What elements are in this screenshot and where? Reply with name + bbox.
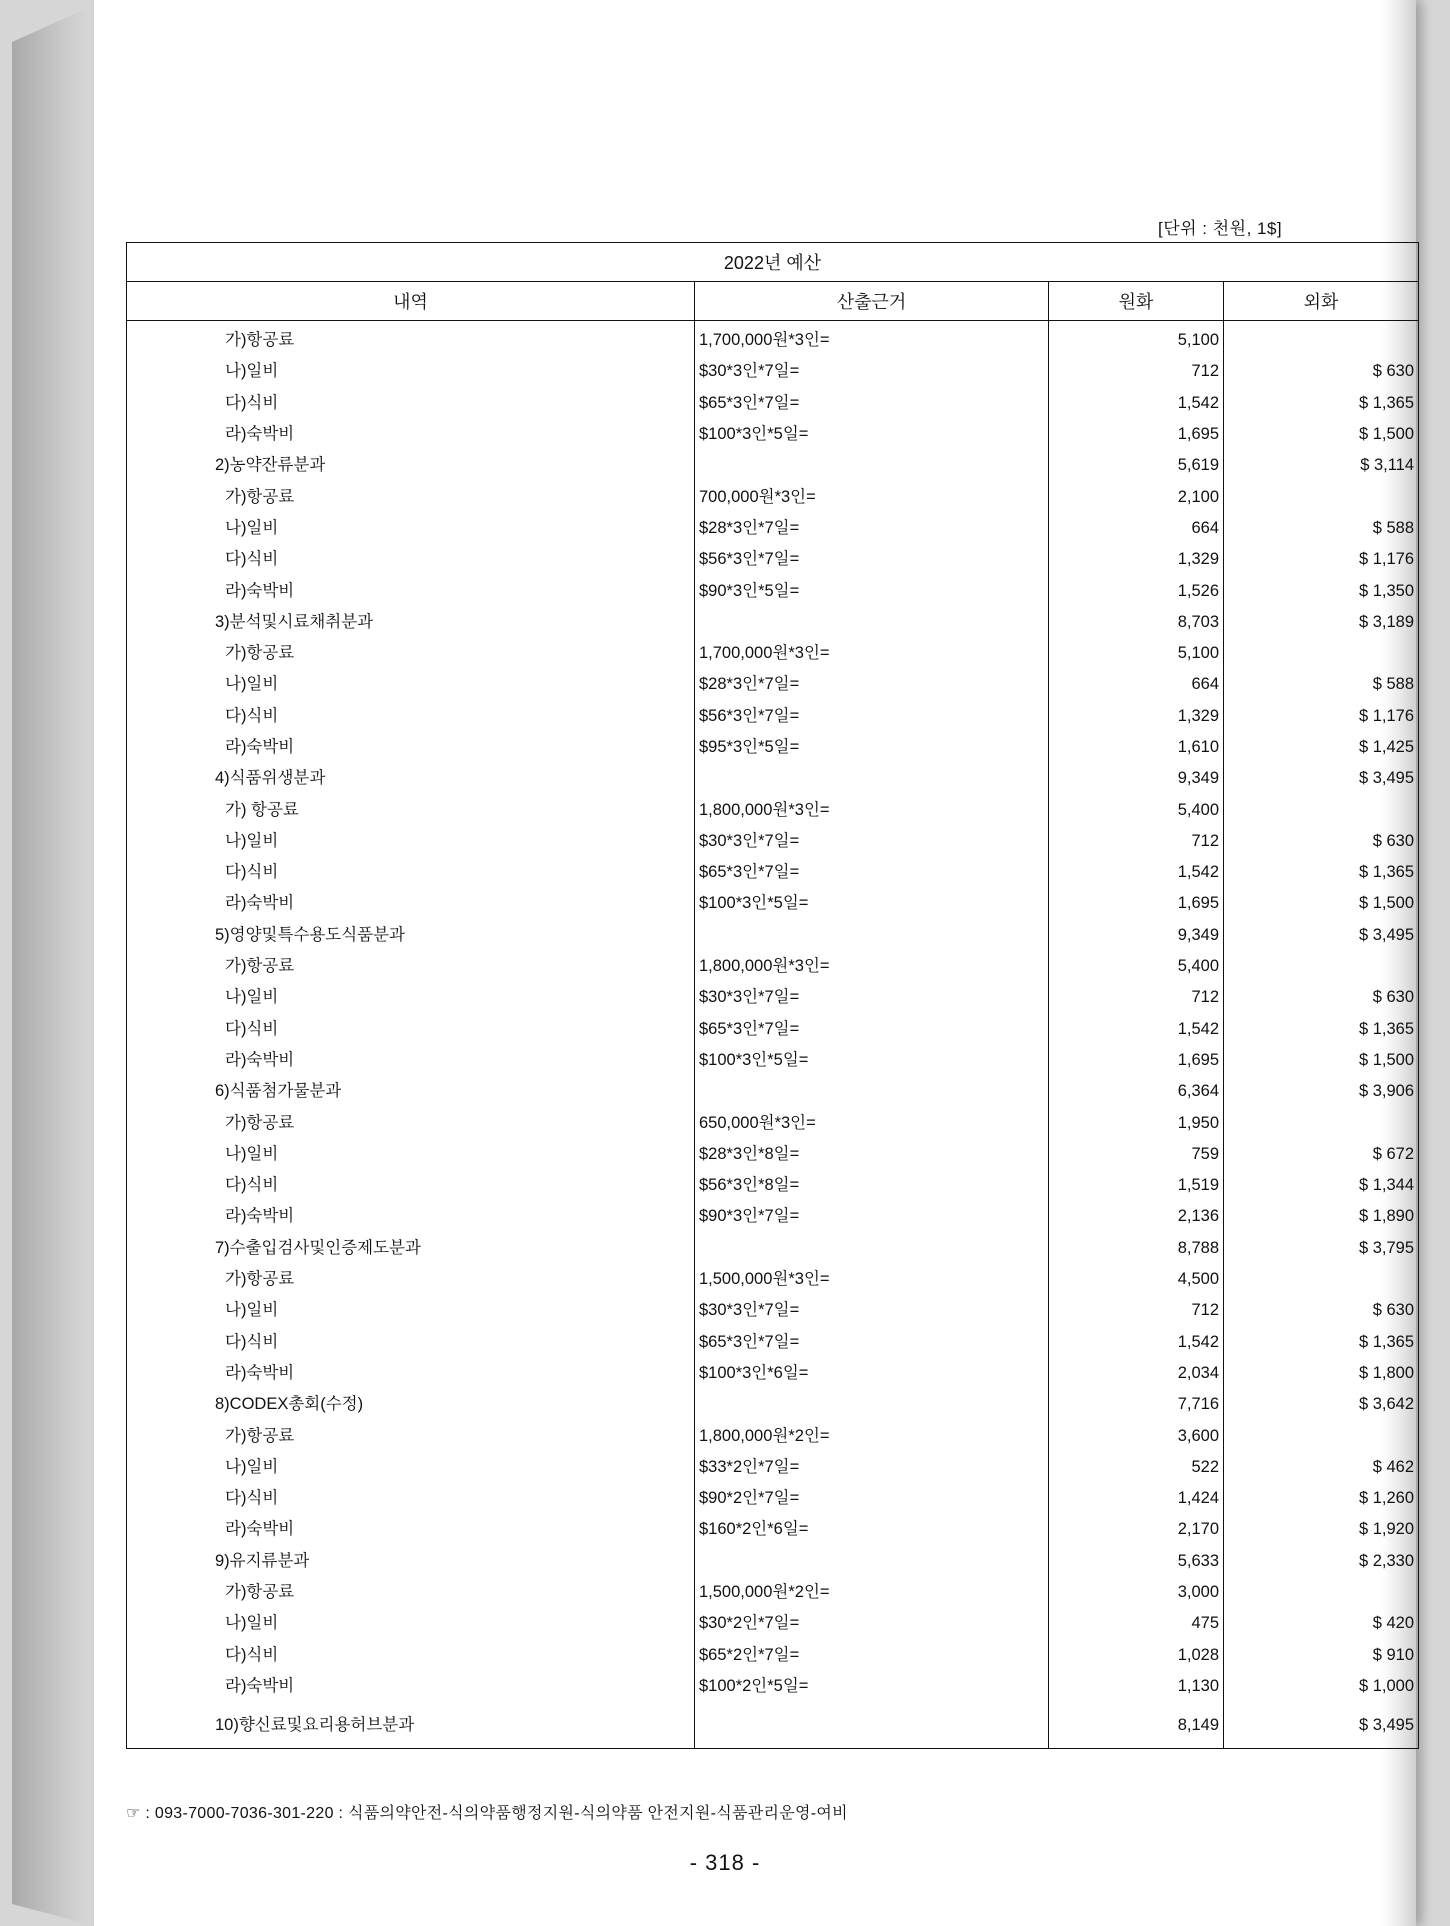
cell-basis: $160*2인*6일= <box>695 1514 1049 1545</box>
cell-krw: 1,695 <box>1049 888 1224 919</box>
table-row <box>127 1514 1419 1545</box>
cell-usd <box>1224 481 1419 512</box>
cell-item: 가)항공료 <box>127 321 695 357</box>
cell-usd: $ 630 <box>1224 1295 1419 1326</box>
cell-usd: $ 672 <box>1224 1139 1419 1170</box>
cell-basis: $28*3인*8일= <box>695 1139 1049 1170</box>
cell-basis: $100*3인*5일= <box>695 419 1049 450</box>
table-row <box>127 1546 1419 1577</box>
cell-item: 다)식비 <box>127 1170 695 1201</box>
cell-krw: 7,716 <box>1049 1389 1224 1420</box>
cell-basis: 1,800,000원*3인= <box>695 794 1049 825</box>
cell-krw: 1,542 <box>1049 1327 1224 1358</box>
cell-krw: 3,000 <box>1049 1577 1224 1608</box>
cell-usd: $ 3,795 <box>1224 1233 1419 1264</box>
cell-usd: $ 3,495 <box>1224 1702 1419 1749</box>
cell-usd <box>1224 321 1419 357</box>
cell-usd: $ 1,350 <box>1224 575 1419 606</box>
cell-krw: 1,130 <box>1049 1671 1224 1702</box>
cell-basis <box>695 1076 1049 1107</box>
cell-item: 가)항공료 <box>127 638 695 669</box>
table-row <box>127 701 1419 732</box>
cell-item: 가)항공료 <box>127 481 695 512</box>
cell-item: 라)숙박비 <box>127 732 695 763</box>
table-row <box>127 638 1419 669</box>
table-row <box>127 794 1419 825</box>
table-row <box>127 1107 1419 1138</box>
cell-item: 다)식비 <box>127 388 695 419</box>
cell-krw: 1,028 <box>1049 1639 1224 1670</box>
table-row <box>127 450 1419 481</box>
table-row <box>127 575 1419 606</box>
cell-item: 나)일비 <box>127 513 695 544</box>
cell-krw: 5,400 <box>1049 951 1224 982</box>
cell-usd: $ 1,365 <box>1224 1014 1419 1045</box>
cell-basis: $28*3인*7일= <box>695 513 1049 544</box>
cell-usd: $ 3,495 <box>1224 763 1419 794</box>
page-number: - 318 - <box>689 1850 761 1875</box>
table-row <box>127 1483 1419 1514</box>
cell-basis: 700,000원*3인= <box>695 481 1049 512</box>
table-row <box>127 419 1419 450</box>
cell-basis: $65*3인*7일= <box>695 1327 1049 1358</box>
table-row <box>127 1639 1419 1670</box>
cell-basis <box>695 1702 1049 1749</box>
cell-item: 라)숙박비 <box>127 1671 695 1702</box>
cell-item: 6)식품첨가물분과 <box>127 1076 695 1107</box>
table-row <box>127 763 1419 794</box>
cell-krw: 3,600 <box>1049 1420 1224 1451</box>
cell-krw: 1,695 <box>1049 419 1224 450</box>
cell-krw: 8,788 <box>1049 1233 1224 1264</box>
cell-item: 나)일비 <box>127 1139 695 1170</box>
cell-basis <box>695 763 1049 794</box>
cell-krw: 1,329 <box>1049 701 1224 732</box>
cell-usd: $ 630 <box>1224 356 1419 387</box>
cell-basis: 1,700,000원*3인= <box>695 321 1049 357</box>
cell-basis: 1,700,000원*3인= <box>695 638 1049 669</box>
table-row <box>127 1014 1419 1045</box>
cell-usd: $ 588 <box>1224 513 1419 544</box>
cell-krw: 1,610 <box>1049 732 1224 763</box>
cell-usd: $ 1,176 <box>1224 544 1419 575</box>
cell-krw: 712 <box>1049 982 1224 1013</box>
cell-basis <box>695 1389 1049 1420</box>
cell-item: 라)숙박비 <box>127 1358 695 1389</box>
cell-usd: $ 630 <box>1224 826 1419 857</box>
table-row <box>127 669 1419 700</box>
cell-item: 라)숙박비 <box>127 1201 695 1232</box>
cell-krw: 1,519 <box>1049 1170 1224 1201</box>
cell-krw: 759 <box>1049 1139 1224 1170</box>
cell-basis: $30*3인*7일= <box>695 982 1049 1013</box>
cell-usd <box>1224 638 1419 669</box>
table-row <box>127 481 1419 512</box>
cell-basis: $30*2인*7일= <box>695 1608 1049 1639</box>
cell-krw: 1,542 <box>1049 1014 1224 1045</box>
cell-usd: $ 1,365 <box>1224 388 1419 419</box>
table-row <box>127 1577 1419 1608</box>
cell-krw: 664 <box>1049 669 1224 700</box>
table-row <box>127 1295 1419 1326</box>
cell-krw: 1,329 <box>1049 544 1224 575</box>
cell-usd: $ 3,495 <box>1224 920 1419 951</box>
table-row <box>127 732 1419 763</box>
table-row <box>127 1671 1419 1702</box>
cell-basis <box>695 607 1049 638</box>
cell-usd: $ 462 <box>1224 1452 1419 1483</box>
table-row <box>127 1045 1419 1076</box>
budget-year-header: 2022년 예산 <box>127 243 1419 282</box>
cell-usd: $ 1,365 <box>1224 857 1419 888</box>
cell-usd <box>1224 1264 1419 1295</box>
cell-krw: 1,950 <box>1049 1107 1224 1138</box>
cell-item: 라)숙박비 <box>127 575 695 606</box>
cell-krw: 8,703 <box>1049 607 1224 638</box>
cell-basis: $95*3인*5일= <box>695 732 1049 763</box>
cell-usd: $ 1,920 <box>1224 1514 1419 1545</box>
cell-usd: $ 420 <box>1224 1608 1419 1639</box>
cell-basis: $90*2인*7일= <box>695 1483 1049 1514</box>
cell-basis: $30*3인*7일= <box>695 826 1049 857</box>
cell-basis: $56*3인*7일= <box>695 544 1049 575</box>
cell-basis: 1,800,000원*3인= <box>695 951 1049 982</box>
cell-item: 다)식비 <box>127 1483 695 1514</box>
cell-basis: $56*3인*7일= <box>695 701 1049 732</box>
cell-basis: $33*2인*7일= <box>695 1452 1049 1483</box>
cell-basis: $100*2인*5일= <box>695 1671 1049 1702</box>
cell-krw: 522 <box>1049 1452 1224 1483</box>
cell-item: 다)식비 <box>127 701 695 732</box>
cell-item: 다)식비 <box>127 1014 695 1045</box>
table-row <box>127 888 1419 919</box>
cell-item: 가)항공료 <box>127 1107 695 1138</box>
cell-basis: $100*3인*5일= <box>695 1045 1049 1076</box>
cell-basis: $65*3인*7일= <box>695 1014 1049 1045</box>
cell-item: 나)일비 <box>127 1608 695 1639</box>
table-row <box>127 1452 1419 1483</box>
table-row <box>127 857 1419 888</box>
cell-krw: 5,100 <box>1049 638 1224 669</box>
cell-krw: 5,633 <box>1049 1546 1224 1577</box>
cell-usd: $ 910 <box>1224 1639 1419 1670</box>
table-row <box>127 1358 1419 1389</box>
cell-basis: $28*3인*7일= <box>695 669 1049 700</box>
cell-krw: 5,400 <box>1049 794 1224 825</box>
cell-basis: $65*2인*7일= <box>695 1639 1049 1670</box>
table-row <box>127 513 1419 544</box>
cell-basis: $65*3인*7일= <box>695 388 1049 419</box>
cell-krw: 1,695 <box>1049 1045 1224 1076</box>
cell-item: 다)식비 <box>127 1639 695 1670</box>
cell-krw: 9,349 <box>1049 920 1224 951</box>
cell-usd: $ 3,189 <box>1224 607 1419 638</box>
cell-basis <box>695 1546 1049 1577</box>
cell-basis: $65*3인*7일= <box>695 857 1049 888</box>
table-row <box>127 1201 1419 1232</box>
budget-table <box>126 242 1419 1749</box>
cell-krw: 6,364 <box>1049 1076 1224 1107</box>
cell-usd: $ 1,890 <box>1224 1201 1419 1232</box>
cell-krw: 712 <box>1049 1295 1224 1326</box>
cell-usd: $ 1,344 <box>1224 1170 1419 1201</box>
cell-item: 3)분석및시료채취분과 <box>127 607 695 638</box>
table-row <box>127 1702 1419 1749</box>
cell-basis: $100*3인*5일= <box>695 888 1049 919</box>
unit-note: [단위 : 천원, 1$] <box>1158 219 1283 238</box>
budget-table-body <box>127 321 1419 1749</box>
cell-item: 4)식품위생분과 <box>127 763 695 794</box>
cell-usd: $ 1,500 <box>1224 1045 1419 1076</box>
cell-item: 나)일비 <box>127 826 695 857</box>
cell-usd <box>1224 1107 1419 1138</box>
cell-usd: $ 1,800 <box>1224 1358 1419 1389</box>
cell-krw: 1,542 <box>1049 388 1224 419</box>
cell-basis <box>695 920 1049 951</box>
cell-basis: 650,000원*3인= <box>695 1107 1049 1138</box>
cell-krw: 712 <box>1049 826 1224 857</box>
cell-item: 나)일비 <box>127 356 695 387</box>
cell-krw: 475 <box>1049 1608 1224 1639</box>
cell-basis: 1,500,000원*3인= <box>695 1264 1049 1295</box>
cell-basis <box>695 1233 1049 1264</box>
table-row <box>127 1233 1419 1264</box>
cell-usd <box>1224 1420 1419 1451</box>
cell-basis: 1,500,000원*2인= <box>695 1577 1049 1608</box>
table-row <box>127 982 1419 1013</box>
cell-usd: $ 1,425 <box>1224 732 1419 763</box>
cell-basis: $30*3인*7일= <box>695 1295 1049 1326</box>
cell-item: 가) 항공료 <box>127 794 695 825</box>
table-row <box>127 951 1419 982</box>
cell-krw: 1,526 <box>1049 575 1224 606</box>
table-row <box>127 1076 1419 1107</box>
cell-usd: $ 2,330 <box>1224 1546 1419 1577</box>
cell-item: 가)항공료 <box>127 1264 695 1295</box>
cell-item: 다)식비 <box>127 1327 695 1358</box>
cell-usd <box>1224 951 1419 982</box>
cell-krw: 5,100 <box>1049 321 1224 357</box>
cell-usd: $ 1,500 <box>1224 888 1419 919</box>
cell-krw: 2,034 <box>1049 1358 1224 1389</box>
col-header-item: 내역 <box>127 282 695 321</box>
col-header-usd: 외화 <box>1224 282 1419 321</box>
table-row <box>127 1139 1419 1170</box>
col-header-krw: 원화 <box>1049 282 1224 321</box>
cell-item: 라)숙박비 <box>127 419 695 450</box>
cell-krw: 2,170 <box>1049 1514 1224 1545</box>
cell-basis: $90*3인*7일= <box>695 1201 1049 1232</box>
cell-usd: $ 1,176 <box>1224 701 1419 732</box>
cell-item: 나)일비 <box>127 1295 695 1326</box>
cell-item: 9)유지류분과 <box>127 1546 695 1577</box>
table-row <box>127 388 1419 419</box>
cell-krw: 4,500 <box>1049 1264 1224 1295</box>
cell-krw: 2,100 <box>1049 481 1224 512</box>
table-row <box>127 544 1419 575</box>
cell-item: 7)수출입검사및인증제도분과 <box>127 1233 695 1264</box>
cell-item: 8)CODEX총회(수정) <box>127 1389 695 1420</box>
cell-krw: 5,619 <box>1049 450 1224 481</box>
cell-item: 가)항공료 <box>127 951 695 982</box>
cell-usd: $ 1,365 <box>1224 1327 1419 1358</box>
cell-item: 나)일비 <box>127 982 695 1013</box>
cell-item: 10)향신료및요리용허브분과 <box>127 1702 695 1749</box>
cell-basis: $100*3인*6일= <box>695 1358 1049 1389</box>
cell-usd <box>1224 794 1419 825</box>
col-header-basis: 산출근거 <box>695 282 1049 321</box>
cell-item: 나)일비 <box>127 1452 695 1483</box>
cell-krw: 1,542 <box>1049 857 1224 888</box>
cell-krw: 1,424 <box>1049 1483 1224 1514</box>
cell-usd <box>1224 1577 1419 1608</box>
cell-krw: 8,149 <box>1049 1702 1224 1749</box>
table-row <box>127 826 1419 857</box>
cell-basis: 1,800,000원*2인= <box>695 1420 1049 1451</box>
cell-item: 5)영양및특수용도식품분과 <box>127 920 695 951</box>
book-spine <box>12 4 96 1926</box>
cell-krw: 9,349 <box>1049 763 1224 794</box>
table-row <box>127 1608 1419 1639</box>
cell-item: 라)숙박비 <box>127 1045 695 1076</box>
cell-item: 다)식비 <box>127 544 695 575</box>
cell-item: 나)일비 <box>127 669 695 700</box>
table-row <box>127 1170 1419 1201</box>
cell-usd: $ 1,500 <box>1224 419 1419 450</box>
cell-usd: $ 3,906 <box>1224 1076 1419 1107</box>
cell-basis: $56*3인*8일= <box>695 1170 1049 1201</box>
table-row <box>127 1420 1419 1451</box>
cell-usd: $ 1,260 <box>1224 1483 1419 1514</box>
budget-code-footnote: ☞ : 093-7000-7036-301-220 : 식품의약안전-식의약품행정지원-식의약품 안전지원-식품관리운영-여비 <box>126 1805 848 1822</box>
cell-krw: 664 <box>1049 513 1224 544</box>
cell-item: 2)농약잔류분과 <box>127 450 695 481</box>
cell-usd: $ 1,000 <box>1224 1671 1419 1702</box>
table-row <box>127 1264 1419 1295</box>
cell-usd: $ 3,114 <box>1224 450 1419 481</box>
table-row <box>127 1389 1419 1420</box>
cell-item: 가)항공료 <box>127 1420 695 1451</box>
cell-item: 라)숙박비 <box>127 1514 695 1545</box>
cell-basis <box>695 450 1049 481</box>
cell-usd: $ 630 <box>1224 982 1419 1013</box>
table-row <box>127 1327 1419 1358</box>
table-row <box>127 356 1419 387</box>
table-row <box>127 920 1419 951</box>
cell-usd: $ 588 <box>1224 669 1419 700</box>
cell-item: 다)식비 <box>127 857 695 888</box>
cell-basis: $30*3인*7일= <box>695 356 1049 387</box>
cell-krw: 2,136 <box>1049 1201 1224 1232</box>
cell-item: 라)숙박비 <box>127 888 695 919</box>
cell-item: 가)항공료 <box>127 1577 695 1608</box>
cell-usd: $ 3,642 <box>1224 1389 1419 1420</box>
table-row <box>127 321 1419 357</box>
cell-krw: 712 <box>1049 356 1224 387</box>
cell-basis: $90*3인*5일= <box>695 575 1049 606</box>
table-row <box>127 607 1419 638</box>
